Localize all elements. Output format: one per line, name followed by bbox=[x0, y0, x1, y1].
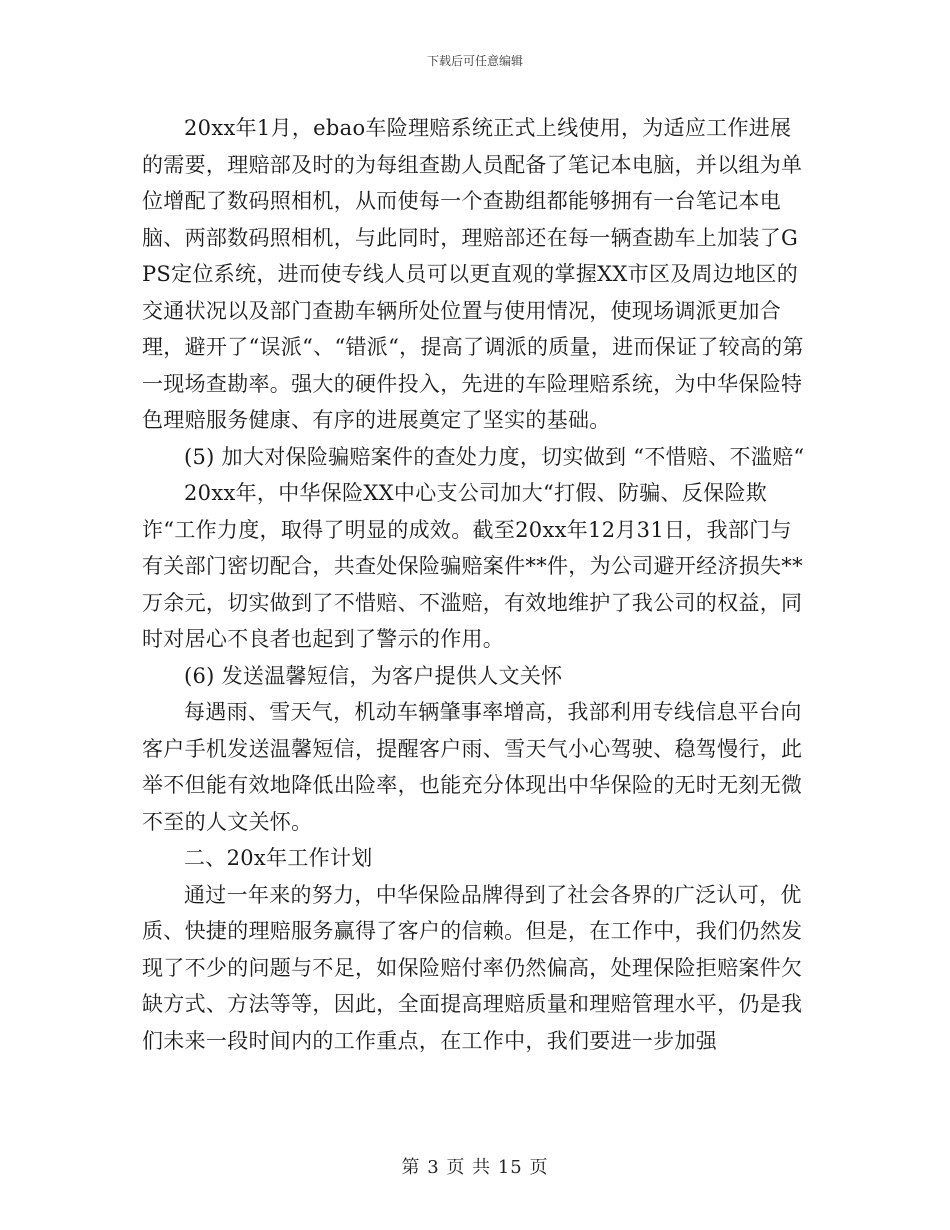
heading-sms-care: (6) 发送温馨短信，为客户提供人文关怀 bbox=[184, 663, 563, 688]
page-header: 下载后可任意编辑 bbox=[426, 54, 523, 68]
paragraph-fraud-results: 20xx年，中华保险XX中心支公司加大“打假、防骗、反保险欺诈“工作力度，取得了明显的成效。截至20xx年12月31日，我部门与有关部门密切配合，共查处保险骗赔案件**件，为公司避开经济损失**万余元，切实做到了不惜赔、不滥赔，有效地维护了我公司的权益，同时对居心不良者也起到了警示的作用。 bbox=[142, 481, 803, 651]
paragraph-sms-care: 每遇雨、雪天气，机动车辆肇事率增高，我部利用专线信息平台向客户手机发送温馨短信，提醒客户雨、雪天气小心驾驶、稳驾慢行，此举不但能有效地降低出险率，也能充分体现出中华保险的无时无刻无微不至的人文关怀。 bbox=[142, 700, 803, 834]
paragraph-work-plan: 通过一年来的努力，中华保险品牌得到了社会各界的广泛认可，优质、快捷的理赔服务赢得了客户的信赖。但是，在工作中，我们仍然发现了不少的问题与不足，如保险赔付率仍然偏高，处理保险拒赔案件欠缺方式、方法等等，因此，全面提高理赔质量和理赔管理水平，仍是我们未来一段时间内的工作重点，在工作中，我们要进一步加强 bbox=[142, 882, 803, 1053]
document-body bbox=[142, 110, 812, 1059]
heading-work-plan: 二、20x年工作计划 bbox=[184, 846, 373, 870]
page-footer: 第 3 页 共 15 页 bbox=[401, 1157, 549, 1178]
paragraph-system-launch: 20xx年1月，ebao车险理赔系统正式上线使用，为适应工作进展的需要，理赔部及时的为每组查勘人员配备了笔记本电脑，并以组为单位增配了数码照相机，从而使每一个查勘组都能够拥有一台笔记本电脑、两部数码照相机，与此同时，理赔部还在每一辆查勘车上加装了GPS定位系统，进而使专线人员可以更直观的掌握XX市区及周边地区的交通状况以及部门查勘车辆所处位置与使用情况，使现场调派更加合理，避开了“误派“、“错派“，提高了调派的质量，进而保证了较高的第一现场查勘率。强大的硬件投入，先进的车险理赔系统，为中华保险特色理赔服务健康、有序的进展奠定了坚实的基础。 bbox=[142, 116, 804, 432]
heading-fraud-investigation: (5) 加大对保险骗赔案件的查处力度，切实做到 “不惜赔、不滥赔“ bbox=[184, 444, 805, 469]
